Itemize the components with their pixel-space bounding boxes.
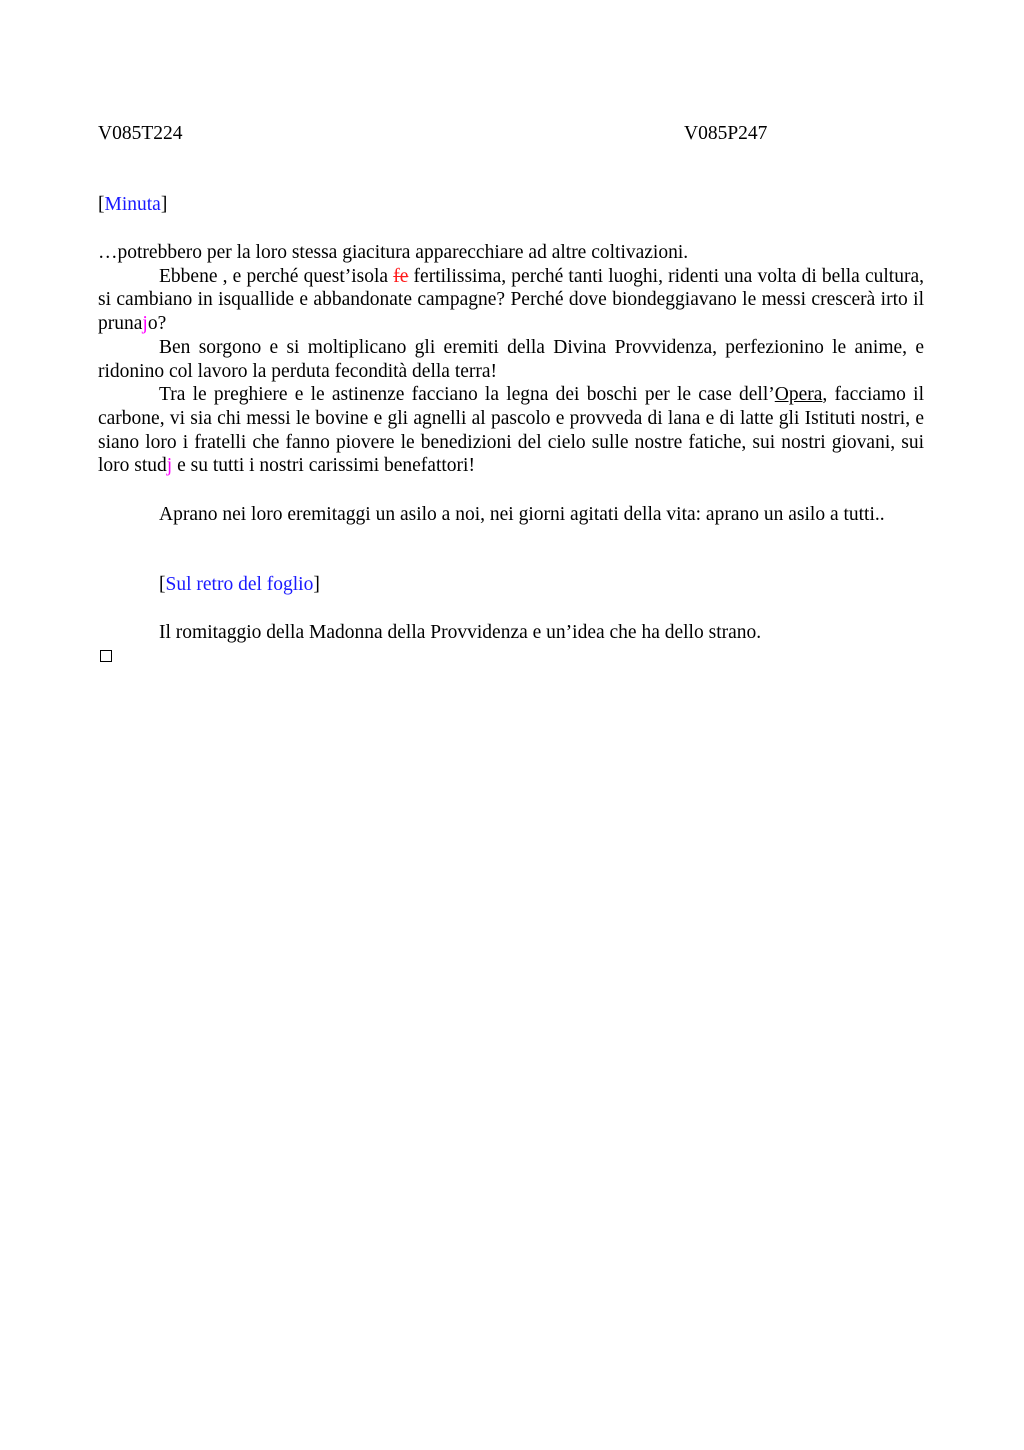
end-marker-square-icon [100,650,112,662]
bracket-close: ] [160,194,168,215]
paragraph-2-text-a: Ebbene , e perché quest’isola [159,265,394,287]
body-text-2 [98,503,924,527]
deleted-text: fe [393,265,409,287]
paragraph-2 [98,265,924,336]
document-code-right: V085P247 [684,123,768,144]
paragraph-2-text-b: fertilissima, perché tanti luoghi, ridenti una volta di bella cultura, si cambiano in isquallide e abbandonate campagne? Perché dove biondeggiavano le messi crescerà irto il pruna [98,265,925,335]
paragraph-4-text-b: , facciamo il carbone, vi sia chi messi le bovine e gli agnelli al pascolo e provveda di lana e di latte gli Istituti nostri, e siano loro i fratelli che fanno piovere le benedizioni del cielo sulle nostre fatiche, sui nostri giovani, sui loro stud [98,384,924,477]
body-text [98,241,924,478]
paragraph-4 [98,383,924,478]
corrected-letter: j [166,455,173,477]
paragraph-3: Ben sorgono e si moltiplicano gli eremiti della Divina Provvidenza, perfezionino le anime, e ridonino col lavoro la perduta fecondità della terra! [98,336,924,382]
underlined-word: Opera [774,384,823,406]
paragraph-2-text-c: o? [147,313,167,335]
bracket-open: [ [98,194,105,215]
document-code-left: V085T224 [98,123,183,144]
section-note-minuta [98,194,167,216]
paragraph-5: Aprano nei loro eremitaggi un asilo a noi, nei giorni agitati della vita: aprano un asilo a tutti.. [159,504,885,525]
paragraph-4-text-c: e su tutti i nostri carissimi benefattori! [172,455,475,477]
paragraph-6: Il romitaggio della Madonna della Provvidenza e un’idea che ha dello strano. [159,622,762,643]
paragraph-4-text-a: Tra le preghiere e le astinenze facciano la legna dei boschi per le case dell’ [159,384,775,406]
bracket-close: ] [313,574,320,595]
note-label-minuta: Minuta [104,194,161,215]
bracket-open: [ [159,574,166,595]
corrected-letter: j [142,313,148,335]
paragraph-1: …potrebbero per la loro stessa giacitura apparecchiare ad altre coltivazioni. [98,242,689,263]
note-label-retro: Sul retro del foglio [165,574,314,595]
section-note-retro [159,574,320,596]
